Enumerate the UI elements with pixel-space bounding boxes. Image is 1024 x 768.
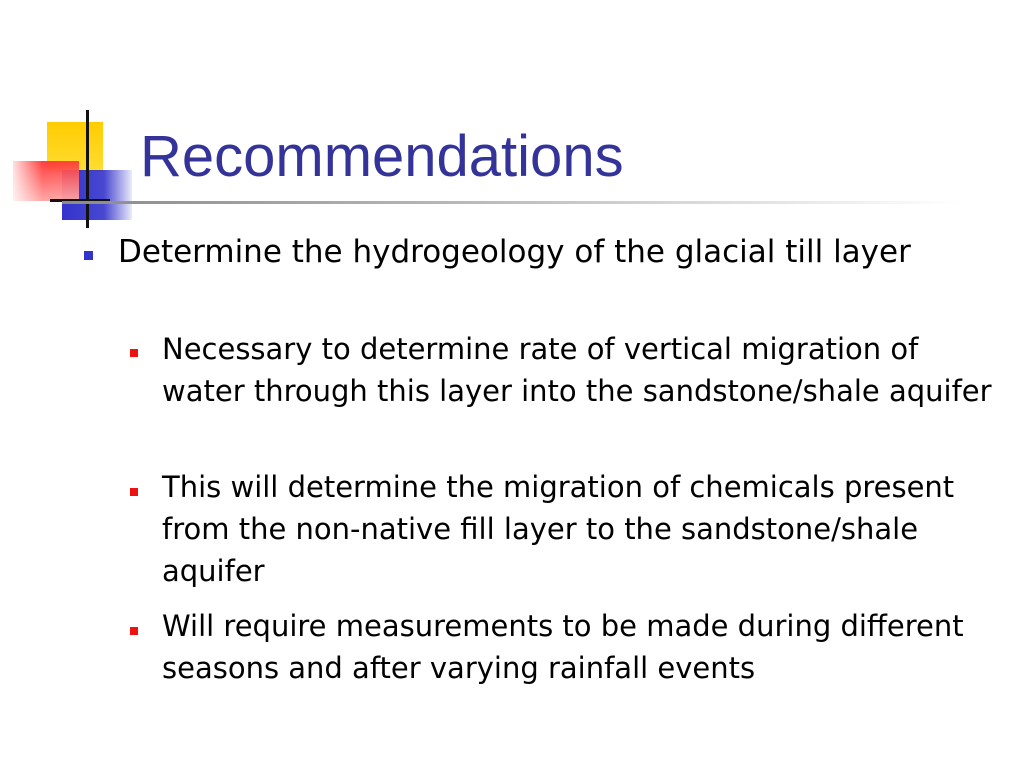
sub-bullet-item bbox=[162, 466, 992, 592]
bullet-item bbox=[118, 229, 958, 275]
slide-title: Recommendations bbox=[140, 124, 624, 189]
sub-bullet-square-icon bbox=[130, 488, 138, 496]
sub-bullet-text: Necessary to determine rate of vertical migration of water through this layer into the sandstone/shale aquifer bbox=[162, 332, 992, 408]
sub-bullet-square-icon bbox=[130, 349, 138, 357]
bullet-square-icon bbox=[84, 251, 93, 260]
sub-bullet-item bbox=[162, 328, 992, 412]
sub-bullet-item bbox=[162, 605, 992, 689]
sub-bullet-text: This will determine the migration of chemicals present from the non-native fill layer to the sandstone/shale aquifer bbox=[162, 470, 955, 588]
bullet-text: Determine the hydrogeology of the glacial till layer bbox=[118, 234, 911, 270]
sub-bullet-square-icon bbox=[130, 627, 138, 635]
sub-bullet-text: Will require measurements to be made during different seasons and after varying rainfall events bbox=[162, 609, 964, 685]
